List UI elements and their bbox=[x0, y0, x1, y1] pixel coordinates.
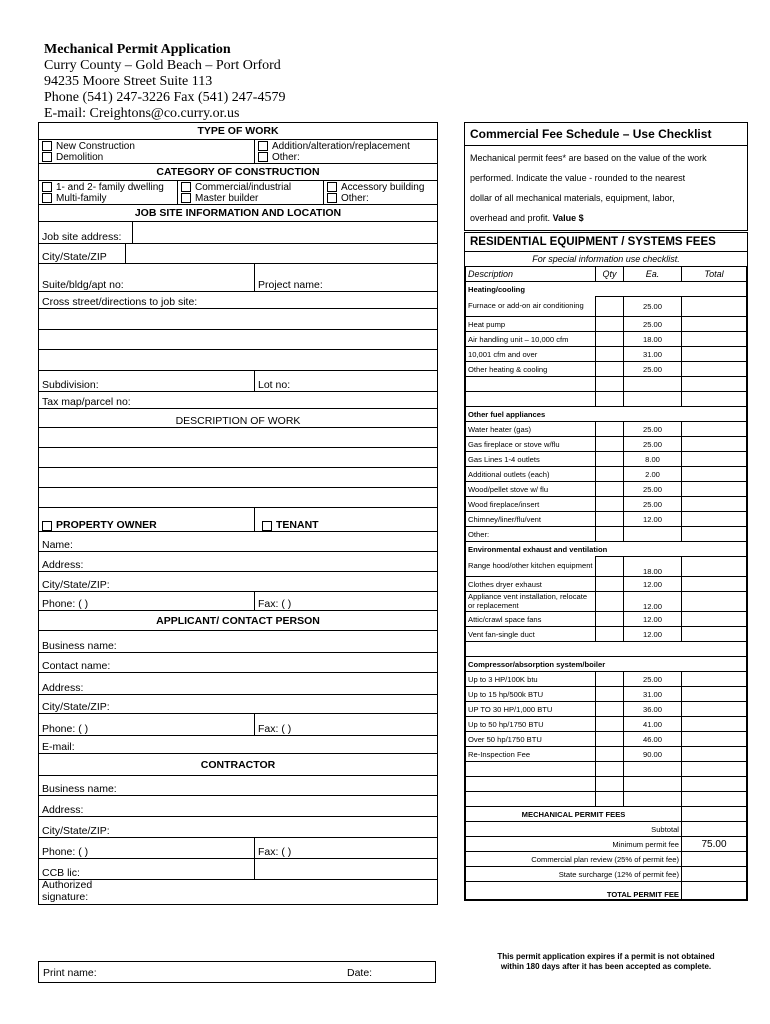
total-cell[interactable] bbox=[682, 627, 747, 642]
checkbox-master-builder[interactable]: Master builder bbox=[181, 193, 320, 204]
qty-cell[interactable] bbox=[596, 577, 624, 592]
authorized-label: Authorized bbox=[42, 879, 93, 891]
project-label: Project name: bbox=[258, 279, 323, 291]
table-row: Up to 50 hp/1750 BTU 41.00 bbox=[466, 717, 747, 732]
checkbox-new-construction[interactable]: New Construction bbox=[42, 141, 251, 152]
blank-line[interactable] bbox=[39, 448, 437, 468]
table-row bbox=[466, 392, 747, 407]
minimum-row: Minimum permit fee 75.00 bbox=[466, 837, 747, 852]
total-cell[interactable] bbox=[682, 557, 747, 577]
table-row: Furnace or add-on air conditioning 25.00 bbox=[466, 297, 747, 317]
section-applicant: APPLICANT/ CONTACT PERSON bbox=[39, 611, 437, 631]
qty-cell[interactable] bbox=[596, 687, 624, 702]
applicant-contact-field[interactable] bbox=[39, 653, 437, 673]
total-fee-cell[interactable] bbox=[682, 882, 747, 900]
fee-table bbox=[465, 266, 747, 900]
name-label: Name: bbox=[42, 539, 73, 551]
owner-phone-row bbox=[39, 592, 437, 611]
qty-cell[interactable] bbox=[596, 497, 624, 512]
table-row bbox=[466, 792, 747, 807]
address-line: 94235 Moore Street Suite 113 bbox=[44, 74, 213, 89]
description-label: DESCRIPTION OF WORK bbox=[175, 415, 301, 427]
residential-subtitle: For special information use checklist. bbox=[465, 251, 747, 266]
plan-review-row: Commercial plan review (25% of permit fee) bbox=[466, 852, 747, 867]
ccb-label: CCB lic: bbox=[42, 867, 80, 879]
surcharge-row: State surcharge (12% of permit fee) bbox=[466, 867, 747, 882]
city-field[interactable] bbox=[126, 244, 437, 263]
table-row bbox=[466, 777, 747, 792]
owner-csz-field[interactable] bbox=[39, 572, 437, 592]
checkbox-addition[interactable]: Addition/alteration/replacement bbox=[258, 141, 434, 152]
suite-label: Suite/bldg/apt no: bbox=[42, 279, 124, 291]
phone-label: Phone: ( ) bbox=[42, 723, 89, 735]
table-row: Air handling unit – 10,000 cfm 18.00 bbox=[466, 332, 747, 347]
qty-cell[interactable] bbox=[596, 317, 624, 332]
residential-fee-title: RESIDENTIAL EQUIPMENT / SYSTEMS FEES bbox=[470, 236, 716, 248]
fees-header: MECHANICAL PERMIT FEES bbox=[466, 807, 747, 822]
cross-street-label: Cross street/directions to job site: bbox=[42, 296, 198, 308]
total-cell[interactable] bbox=[682, 482, 747, 497]
checkbox-icon bbox=[327, 193, 337, 203]
blank-line[interactable] bbox=[39, 350, 437, 371]
owner-phone-field[interactable] bbox=[39, 592, 254, 610]
note-line: overhead and profit. Value $ bbox=[470, 213, 584, 223]
table-row: Re-Inspection Fee 90.00 bbox=[466, 747, 747, 762]
page-title: Mechanical Permit Application bbox=[44, 42, 231, 57]
table-row: Attic/crawl space fans 12.00 bbox=[466, 612, 747, 627]
note-line: performed. Indicate the value - rounded to the nearest bbox=[470, 173, 686, 183]
surcharge-cell[interactable] bbox=[682, 867, 747, 882]
subdivision-row bbox=[39, 371, 437, 392]
qty-cell[interactable] bbox=[596, 437, 624, 452]
total-cell[interactable] bbox=[682, 687, 747, 702]
applicant-phone-field[interactable] bbox=[39, 714, 254, 735]
checkbox-icon bbox=[42, 521, 52, 531]
contractor-phone-field[interactable] bbox=[39, 838, 254, 858]
checkbox-icon bbox=[181, 182, 191, 192]
table-row: Additional outlets (each) 2.00 bbox=[466, 467, 747, 482]
commercial-fee-title: Commercial Fee Schedule – Use Checklist bbox=[465, 123, 747, 146]
total-cell[interactable] bbox=[682, 317, 747, 332]
applicant-business-field[interactable] bbox=[39, 631, 437, 653]
qty-cell[interactable] bbox=[596, 592, 624, 612]
contractor-business-field[interactable] bbox=[39, 776, 437, 796]
lot-label: Lot no: bbox=[258, 379, 291, 391]
email-label: E-mail: bbox=[42, 741, 75, 753]
table-row: Appliance vent installation, relocate or replacement 12.00 bbox=[466, 592, 747, 612]
print-name-row[interactable] bbox=[38, 961, 436, 983]
business-label: Business name: bbox=[42, 640, 117, 652]
total-cell[interactable] bbox=[682, 497, 747, 512]
total-cell[interactable] bbox=[682, 527, 747, 542]
cross-street-field[interactable] bbox=[39, 292, 437, 309]
total-cell[interactable] bbox=[682, 512, 747, 527]
expiration-note bbox=[464, 952, 748, 972]
commercial-fee-box bbox=[464, 122, 748, 231]
checkbox-icon bbox=[42, 141, 52, 151]
applicant-csz-field[interactable] bbox=[39, 695, 437, 714]
checkbox-tenant[interactable]: TENANT bbox=[254, 508, 437, 531]
total-cell[interactable] bbox=[682, 777, 747, 792]
table-header-row bbox=[466, 267, 747, 282]
qty-cell[interactable] bbox=[596, 392, 624, 407]
qty-cell[interactable] bbox=[596, 527, 624, 542]
total-cell[interactable] bbox=[682, 717, 747, 732]
total-cell[interactable] bbox=[682, 807, 747, 822]
total-cell[interactable] bbox=[682, 577, 747, 592]
qty-cell[interactable] bbox=[596, 512, 624, 527]
table-row: 10,001 cfm and over 31.00 bbox=[466, 347, 747, 362]
city-row bbox=[39, 244, 437, 264]
table-row bbox=[466, 762, 747, 777]
total-cell[interactable] bbox=[682, 422, 747, 437]
section-contractor: CONTRACTOR bbox=[39, 754, 437, 776]
date-label: Date: bbox=[347, 967, 373, 979]
blank-line[interactable] bbox=[39, 330, 437, 350]
table-row: Wood/pellet stove w/ flu 25.00 bbox=[466, 482, 747, 497]
table-row: Gas fireplace or stove w/flu 25.00 bbox=[466, 437, 747, 452]
checkbox-accessory[interactable]: Accessory building bbox=[327, 182, 434, 193]
residential-fee-box bbox=[464, 232, 748, 901]
table-row: Wood fireplace/insert 25.00 bbox=[466, 497, 747, 512]
address-label: Address: bbox=[42, 682, 84, 694]
total-cell[interactable] bbox=[682, 332, 747, 347]
signature-extra[interactable] bbox=[254, 880, 437, 904]
qty-cell[interactable] bbox=[596, 672, 624, 687]
suite-field[interactable] bbox=[39, 264, 254, 291]
checkbox-icon bbox=[181, 193, 191, 203]
qty-cell[interactable] bbox=[596, 557, 624, 577]
job-address-row bbox=[39, 222, 437, 244]
signature-field[interactable] bbox=[39, 880, 254, 904]
subdivision-label: Subdivision: bbox=[42, 379, 99, 391]
subdivision-field[interactable] bbox=[39, 371, 254, 391]
blank-line[interactable] bbox=[39, 428, 437, 448]
phone-label: Phone: ( ) bbox=[42, 846, 89, 858]
section-row: Compressor/absorption system/boiler bbox=[466, 657, 747, 672]
total-cell[interactable] bbox=[682, 362, 747, 377]
fax-label: Fax: ( ) bbox=[258, 723, 292, 735]
qty-cell[interactable] bbox=[596, 297, 624, 317]
applicant-email-field[interactable] bbox=[39, 736, 437, 754]
business-label: Business name: bbox=[42, 783, 117, 795]
address-label: Address: bbox=[42, 559, 84, 571]
contractor-fax-field[interactable] bbox=[254, 838, 437, 858]
header-block bbox=[44, 42, 285, 122]
total-cell[interactable] bbox=[682, 702, 747, 717]
table-row: Chimney/liner/flu/vent 12.00 bbox=[466, 512, 747, 527]
table-row: Up to 3 HP/100K btu 25.00 bbox=[466, 672, 747, 687]
checkbox-other-work[interactable]: Other: bbox=[258, 152, 434, 163]
commercial-fee-note bbox=[465, 146, 747, 230]
category-row bbox=[39, 181, 437, 205]
checkbox-property-owner[interactable]: PROPERTY OWNER bbox=[39, 508, 254, 531]
qty-cell[interactable] bbox=[596, 747, 624, 762]
checkbox-icon bbox=[258, 141, 268, 151]
total-cell[interactable] bbox=[682, 747, 747, 762]
checkbox-icon bbox=[42, 193, 52, 203]
qty-cell[interactable] bbox=[596, 612, 624, 627]
section-row: Other fuel appliances bbox=[466, 407, 747, 422]
col-ea: Ea. bbox=[624, 267, 682, 282]
section-row: Heating/cooling bbox=[466, 282, 747, 297]
expiration-line: within 180 days after it has been accepted as complete. bbox=[500, 962, 712, 971]
value-label[interactable]: Value $ bbox=[552, 213, 584, 223]
subtotal-cell[interactable] bbox=[682, 822, 747, 837]
address-line: Curry County – Gold Beach – Port Orford bbox=[44, 58, 281, 73]
qty-cell[interactable] bbox=[596, 627, 624, 642]
qty-cell[interactable] bbox=[596, 702, 624, 717]
application-form bbox=[38, 122, 438, 905]
taxmap-label: Tax map/parcel no: bbox=[42, 396, 131, 408]
owner-name-field[interactable] bbox=[39, 532, 437, 552]
contractor-phone-row bbox=[39, 838, 437, 859]
qty-cell[interactable] bbox=[596, 452, 624, 467]
expiration-line: This permit application expires if a permit is not obtained bbox=[497, 952, 715, 961]
table-row: Heat pump 25.00 bbox=[466, 317, 747, 332]
note-line: Mechanical permit fees* are based on the value of the work bbox=[470, 153, 707, 163]
csz-label: City/State/ZIP: bbox=[42, 579, 110, 591]
csz-label: City/State/ZIP: bbox=[42, 825, 110, 837]
applicant-phone-row bbox=[39, 714, 437, 736]
phone-label: Phone: ( ) bbox=[42, 598, 89, 610]
section-category: CATEGORY OF CONSTRUCTION bbox=[39, 164, 437, 181]
checkbox-1-2-family[interactable]: 1- and 2- family dwelling bbox=[42, 182, 174, 193]
qty-cell[interactable] bbox=[596, 732, 624, 747]
qty-cell[interactable] bbox=[596, 482, 624, 497]
total-cell[interactable] bbox=[682, 732, 747, 747]
address-label: Address: bbox=[42, 804, 84, 816]
col-total: Total bbox=[682, 267, 747, 282]
description-header bbox=[39, 409, 437, 428]
total-cell[interactable] bbox=[682, 672, 747, 687]
qty-cell[interactable] bbox=[596, 377, 624, 392]
checkbox-icon bbox=[327, 182, 337, 192]
total-cell[interactable] bbox=[682, 612, 747, 627]
table-row: Water heater (gas) 25.00 bbox=[466, 422, 747, 437]
qty-cell[interactable] bbox=[596, 467, 624, 482]
fax-label: Fax: ( ) bbox=[258, 846, 292, 858]
ccb-field[interactable] bbox=[39, 859, 254, 879]
city-label: City/State/ZIP bbox=[39, 244, 126, 263]
col-qty: Qty bbox=[596, 267, 624, 282]
minimum-value: 75.00 bbox=[682, 837, 747, 852]
total-cell[interactable] bbox=[682, 297, 747, 317]
checkbox-icon bbox=[258, 152, 268, 162]
suite-row bbox=[39, 264, 437, 292]
section-type-of-work: TYPE OF WORK bbox=[39, 123, 437, 140]
applicant-fax-field[interactable] bbox=[254, 714, 437, 735]
section-jobsite: JOB SITE INFORMATION AND LOCATION bbox=[39, 205, 437, 222]
address-line: Phone (541) 247-3226 Fax (541) 247-4579 bbox=[44, 90, 286, 105]
qty-cell[interactable] bbox=[596, 362, 624, 377]
contractor-address-field[interactable] bbox=[39, 796, 437, 817]
contact-label: Contact name: bbox=[42, 660, 111, 672]
qty-cell[interactable] bbox=[596, 347, 624, 362]
blank-line[interactable] bbox=[39, 488, 437, 508]
checkbox-demolition[interactable]: Demolition bbox=[42, 152, 251, 163]
table-row: Range hood/other kitchen equipment 18.00 bbox=[466, 557, 747, 577]
col-description: Description bbox=[466, 267, 596, 282]
address-line: E-mail: Creightons@co.curry.or.us bbox=[44, 106, 240, 121]
print-name-label: Print name: bbox=[43, 967, 97, 979]
qty-cell[interactable] bbox=[596, 717, 624, 732]
checkbox-icon bbox=[262, 521, 272, 531]
plan-review-cell[interactable] bbox=[682, 852, 747, 867]
table-row: Up to 15 hp/500k BTU 31.00 bbox=[466, 687, 747, 702]
ccb-extra[interactable] bbox=[254, 859, 437, 879]
table-row: Vent fan-single duct 12.00 bbox=[466, 627, 747, 642]
total-cell[interactable] bbox=[682, 437, 747, 452]
table-row: Gas Lines 1-4 outlets 8.00 bbox=[466, 452, 747, 467]
csz-label: City/State/ZIP: bbox=[42, 701, 110, 713]
checkbox-commercial[interactable]: Commercial/industrial bbox=[181, 182, 320, 193]
table-row: Clothes dryer exhaust 12.00 bbox=[466, 577, 747, 592]
signature-label: signature: bbox=[42, 891, 89, 903]
total-cell[interactable] bbox=[682, 592, 747, 612]
checkbox-icon bbox=[42, 182, 52, 192]
lot-field[interactable] bbox=[254, 371, 437, 391]
owner-fax-field[interactable] bbox=[254, 592, 437, 610]
qty-cell[interactable] bbox=[596, 422, 624, 437]
owner-row bbox=[39, 508, 437, 532]
ccb-row bbox=[39, 859, 437, 880]
job-address-label: Job site address: bbox=[39, 222, 133, 243]
total-cell[interactable] bbox=[682, 347, 747, 362]
taxmap-field[interactable] bbox=[39, 392, 437, 409]
applicant-address-field[interactable] bbox=[39, 673, 437, 695]
owner-address-field[interactable] bbox=[39, 552, 437, 572]
table-row: Over 50 hp/1750 BTU 46.00 bbox=[466, 732, 747, 747]
total-cell[interactable] bbox=[682, 467, 747, 482]
table-row bbox=[466, 642, 747, 657]
total-cell[interactable] bbox=[682, 392, 747, 407]
table-row: Other heating & cooling 25.00 bbox=[466, 362, 747, 377]
job-address-field[interactable] bbox=[133, 222, 437, 243]
type-of-work-row bbox=[39, 140, 437, 164]
blank-line[interactable] bbox=[39, 309, 437, 330]
note-line: dollar of all mechanical materials, equipment, labor, bbox=[470, 193, 675, 203]
total-cell[interactable] bbox=[682, 377, 747, 392]
total-row: TOTAL PERMIT FEE bbox=[466, 882, 747, 900]
section-row: Environmental exhaust and ventilation bbox=[466, 542, 747, 557]
qty-cell[interactable] bbox=[596, 332, 624, 347]
checkbox-icon bbox=[42, 152, 52, 162]
subtotal-row: Subtotal bbox=[466, 822, 747, 837]
fax-label: Fax: ( ) bbox=[258, 598, 292, 610]
project-field[interactable] bbox=[254, 264, 437, 291]
checkbox-other-category[interactable]: Other: bbox=[327, 193, 434, 204]
contractor-csz-field[interactable] bbox=[39, 817, 437, 838]
table-row bbox=[466, 377, 747, 392]
signature-row bbox=[39, 880, 437, 904]
checkbox-multifamily[interactable]: Multi-family bbox=[42, 193, 174, 204]
total-cell[interactable] bbox=[682, 452, 747, 467]
total-cell[interactable] bbox=[682, 792, 747, 807]
total-cell[interactable] bbox=[682, 762, 747, 777]
blank-line[interactable] bbox=[39, 468, 437, 488]
table-row: Other: bbox=[466, 527, 747, 542]
table-row: UP TO 30 HP/1,000 BTU 36.00 bbox=[466, 702, 747, 717]
